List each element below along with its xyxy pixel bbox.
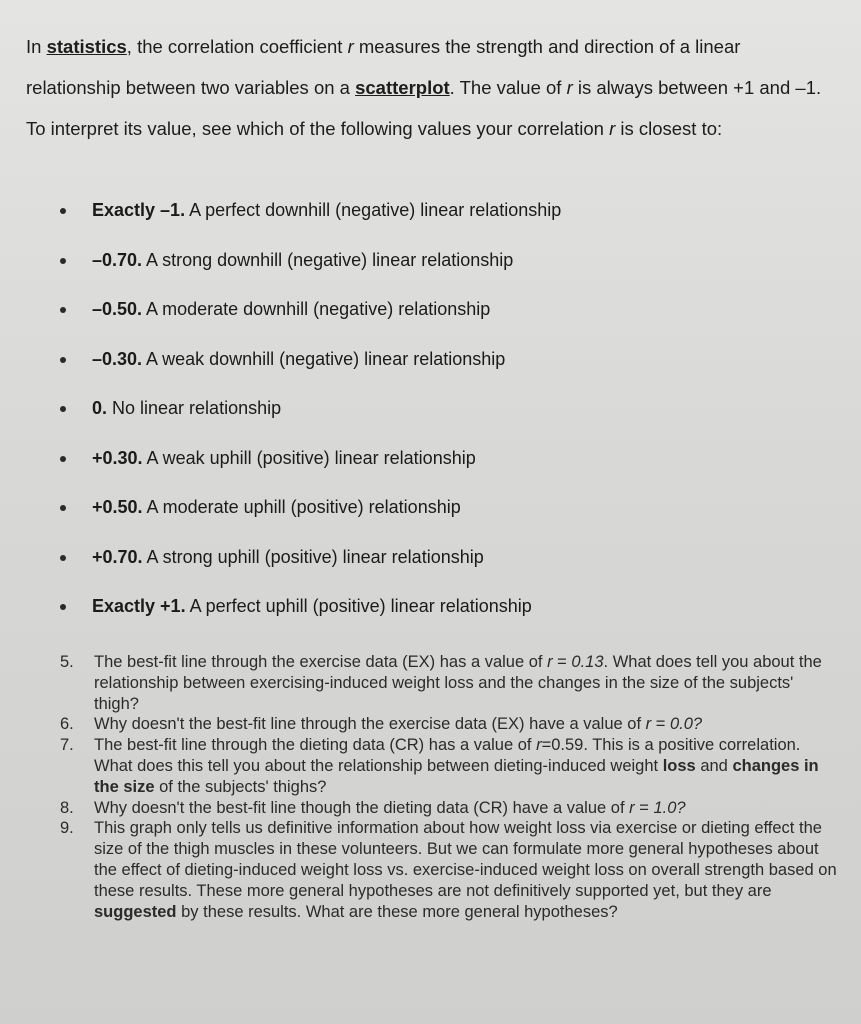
- r-variable: r: [347, 36, 354, 57]
- scatterplot-link[interactable]: scatterplot: [355, 77, 450, 98]
- value-label: +0.70.: [92, 546, 143, 567]
- question-text: =: [634, 798, 654, 817]
- value-description: A weak uphill (positive) linear relationship: [142, 447, 476, 468]
- value-label: –0.30.: [92, 348, 143, 369]
- value-description: No linear relationship: [107, 398, 282, 418]
- question-8: [60, 798, 840, 819]
- value-label: –0.70.: [92, 249, 143, 270]
- r-value: 0.13: [571, 653, 604, 671]
- intro-text-2: , the correlation coefficient: [126, 36, 348, 57]
- intro-text-3: measures the strength and direction of a linear relationship between two variables on a: [26, 36, 741, 98]
- intro-paragraph: [26, 26, 836, 149]
- question-number: 6.: [60, 715, 74, 734]
- value-description: A moderate uphill (positive) relationship: [142, 497, 461, 517]
- value-description: A perfect downhill (negative) linear relationship: [185, 200, 562, 220]
- question-text: and: [695, 756, 733, 775]
- emphasis-text: suggested: [94, 902, 177, 921]
- question-text: Why doesn't the best-fit line through the exercise data (EX) have a value of: [94, 715, 646, 734]
- questions-list: [60, 652, 840, 922]
- value-label: +0.50.: [92, 497, 143, 517]
- question-number: 5.: [60, 653, 74, 671]
- question-text: =: [651, 715, 670, 734]
- statistics-link[interactable]: statistics: [46, 36, 127, 57]
- value-label: 0.: [92, 398, 108, 418]
- emphasis-text: changes in the size: [94, 756, 819, 796]
- question-number: 7.: [60, 736, 74, 755]
- question-text: The best-fit line through the exercise data (EX) has a value of: [94, 653, 548, 671]
- r-variable: r: [536, 736, 542, 755]
- r-variable: r: [547, 653, 553, 671]
- intro-text-4: . The value of: [449, 77, 567, 98]
- question-7: [60, 735, 840, 797]
- r-variable: r: [629, 798, 635, 817]
- question-number: 9.: [60, 819, 74, 838]
- list-item: [56, 487, 816, 537]
- question-text: =: [552, 653, 572, 671]
- value-label: Exactly –1.: [92, 200, 186, 220]
- bullet-dot-icon: [60, 505, 66, 511]
- value-description: A strong uphill (positive) linear relationship: [142, 546, 484, 567]
- bullet-dot-icon: [60, 456, 66, 462]
- question-5: [60, 652, 840, 714]
- bullet-dot-icon: [60, 406, 66, 412]
- question-text: This graph only tells us definitive information about how weight loss via exercise or dieting effect the size of the thigh muscles in these volunteers. But we can formulate more general hypotheses about the effect of dieting-induced weight loss vs. exercise-induced weight loss on overall strength based on these results. These more general hypotheses are not definitively supported yet, but they are: [94, 819, 837, 900]
- r-value: 1.0?: [653, 798, 686, 817]
- intro-text-5: is always between +1 and –1. To interpret its value, see which of the following values your correlation: [26, 77, 822, 139]
- question-text: =0.59. This is a positive correlation. What does this tell you about the relationship between dieting-induced weight: [94, 736, 801, 775]
- question-9: [60, 818, 840, 922]
- question-text: Why doesn't the best-fit line though the dieting data (CR) have a value of: [94, 798, 630, 817]
- bullet-dot-icon: [60, 555, 66, 561]
- list-item: [56, 240, 816, 290]
- bullet-dot-icon: [60, 307, 66, 313]
- value-label: –0.50.: [92, 299, 143, 319]
- correlation-values-list: [56, 190, 816, 636]
- list-item: [56, 537, 816, 587]
- value-description: A moderate downhill (negative) relationship: [142, 299, 491, 319]
- r-value: 0.0?: [669, 715, 703, 734]
- bullet-dot-icon: [60, 258, 66, 264]
- intro-text-1: In: [26, 36, 47, 57]
- value-description: A weak downhill (negative) linear relationship: [142, 348, 506, 369]
- r-variable: r: [645, 715, 652, 734]
- bullet-dot-icon: [60, 357, 66, 363]
- bullet-dot-icon: [60, 208, 66, 214]
- r-variable: r: [609, 118, 616, 139]
- question-text: of the subjects' thighs?: [154, 777, 327, 796]
- bullet-dot-icon: [60, 604, 66, 610]
- question-number: 8.: [60, 798, 74, 817]
- intro-text-6: is closest to:: [615, 118, 723, 139]
- question-6: [60, 714, 840, 735]
- value-description: A perfect uphill (positive) linear relationship: [185, 596, 532, 616]
- question-text: by these results. What are these more general hypotheses?: [176, 902, 618, 921]
- list-item: [56, 438, 816, 488]
- value-description: A strong downhill (negative) linear relationship: [142, 249, 514, 270]
- value-label: +0.30.: [92, 447, 143, 468]
- list-item: [56, 586, 816, 636]
- r-variable: r: [566, 77, 573, 98]
- question-text: . What does tell you about the relationship between exercising-induced weight loss and the changes in the size of the subjects' thigh?: [94, 653, 822, 713]
- emphasis-text: loss: [662, 756, 696, 775]
- list-item: [56, 388, 816, 438]
- list-item: [56, 339, 816, 389]
- question-text: The best-fit line through the dieting data (CR) has a value of: [94, 736, 537, 755]
- list-item: [56, 190, 816, 240]
- value-label: Exactly +1.: [92, 596, 186, 616]
- list-item: [56, 289, 816, 339]
